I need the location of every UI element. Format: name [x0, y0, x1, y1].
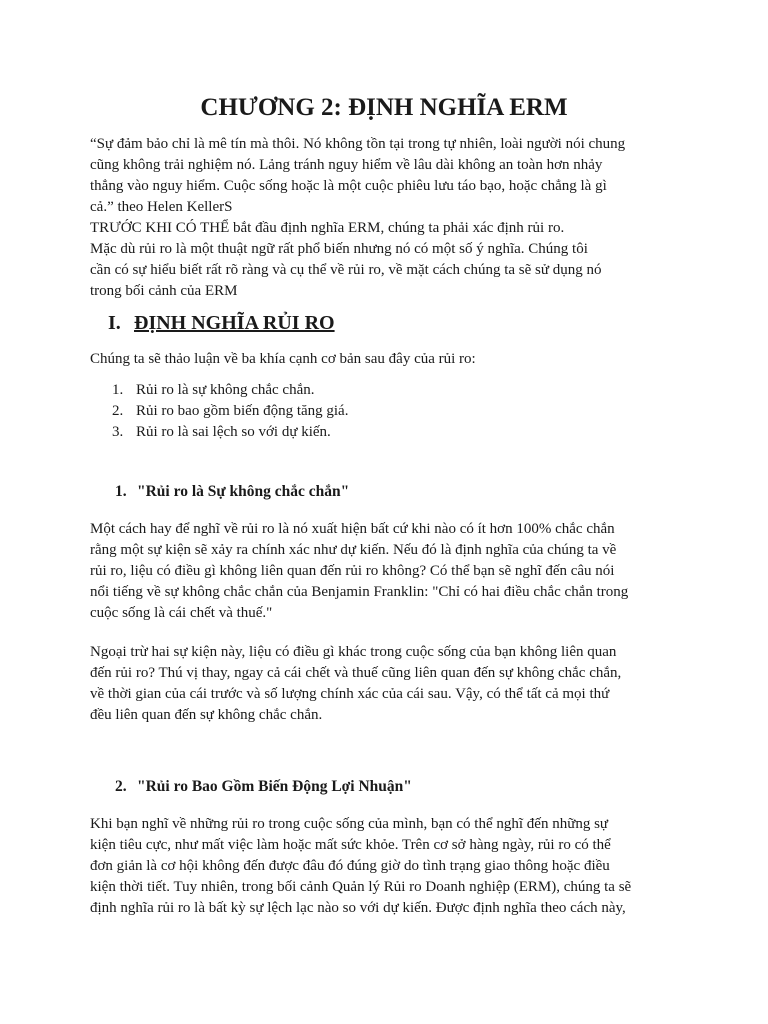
text-line: TRƯỚC KHI CÓ THỂ bắt đầu định nghĩa ERM, chúng ta phải xác định rủi ro.: [90, 220, 565, 236]
list-item: 2. Rủi ro bao gồm biến động tăng giá.: [112, 403, 349, 419]
text-line: cuộc sống là cái chết và thuế.": [90, 605, 273, 621]
subsection-heading: [115, 778, 412, 796]
subsection-heading-text: "Rủi ro Bao Gồm Biến Động Lợi Nhuận": [137, 778, 412, 795]
text-line: Khi bạn nghĩ về những rủi ro trong cuộc sống của mình, bạn có thể nghĩ đến những sự: [90, 816, 609, 832]
text-line: cũng không trải nghiệm nó. Lảng tránh nguy hiểm về lâu dài không an toàn hơn nhảy: [90, 157, 603, 173]
text-line: kiện tiêu cực, như mất việc làm hoặc mất sức khỏe. Trên cơ sở hàng ngày, rủi ro có thể: [90, 837, 611, 853]
text-line: “Sự đảm bảo chỉ là mê tín mà thôi. Nó không tồn tại trong tự nhiên, loài người nói chung: [90, 136, 626, 152]
subsection-heading-text: "Rủi ro là Sự không chắc chắn": [137, 483, 350, 500]
text-line: Mặc dù rủi ro là một thuật ngữ rất phổ biến nhưng nó có một số ý nghĩa. Chúng tôi: [90, 241, 588, 257]
text-line: đến rủi ro? Thú vị thay, ngay cả cái chết và thuế cũng liên quan đến sự không chắc chắn,: [90, 665, 622, 681]
text-line: đơn giản là cơ hội không đến được đâu đó đúng giờ do tình trạng giao thông hoặc điều: [90, 858, 610, 874]
subsection-number: 1.: [115, 483, 127, 500]
section-heading: [108, 312, 335, 335]
body-paragraph: [90, 814, 686, 919]
text-line: về thời gian của cái trước và số lượng chính xác của cái sau. Vậy, có thể tất cả mọi thứ: [90, 686, 610, 702]
text-line: rằng một sự kiện sẽ xảy ra chính xác như dự kiến. Nếu đó là định nghĩa của chúng ta về: [90, 542, 617, 558]
chapter-title: CHƯƠNG 2: ĐỊNH NGHĨA ERM: [200, 94, 568, 121]
subsection-heading: [115, 483, 349, 501]
section-lead: Chúng ta sẽ thảo luận về ba khía cạnh cơ bản sau đây của rủi ro:: [90, 351, 476, 367]
list-item: 3. Rủi ro là sai lệch so với dự kiến.: [112, 424, 331, 440]
aspect-list: [112, 380, 348, 443]
text-line: nổi tiếng về sự không chắc chắn của Benjamin Franklin: "Chỉ có hai điều chắc chắn trong: [90, 584, 629, 600]
list-item: 1. Rủi ro là sự không chắc chắn.: [112, 382, 315, 398]
text-line: cần có sự hiểu biết rất rõ ràng và cụ thể về rủi ro, về mặt cách chúng ta sẽ sử dụng nó: [90, 262, 602, 278]
body-paragraph: [90, 642, 686, 726]
text-line: đều liên quan đến sự không chắc chắn.: [90, 707, 323, 723]
text-line: cả.” theo Helen KellerS: [90, 199, 233, 215]
body-paragraph: [90, 519, 686, 624]
text-line: Ngoại trừ hai sự kiện này, liệu có điều gì khác trong cuộc sống của bạn không liên quan: [90, 644, 617, 660]
text-line: Một cách hay để nghĩ về rủi ro là nó xuất hiện bất cứ khi nào có ít hơn 100% chắc chắn: [90, 521, 615, 537]
section-heading-text: ĐỊNH NGHĨA RỦI RO: [134, 312, 335, 334]
text-line: trong bối cảnh của ERM: [90, 283, 238, 299]
section-number: I.: [108, 312, 121, 334]
text-line: rủi ro, liệu có điều gì không liên quan đến rủi ro không? Có thể bạn sẽ nghĩ đến câu nói: [90, 563, 615, 579]
subsection-number: 2.: [115, 778, 127, 795]
intro-paragraph: [90, 134, 686, 302]
text-line: định nghĩa rủi ro là bất kỳ sự lệch lạc nào so với dự kiến. Được định nghĩa theo cách này,: [90, 900, 626, 916]
text-line: kiện thời tiết. Tuy nhiên, trong bối cảnh Quản lý Rủi ro Doanh nghiệp (ERM), chúng ta sẽ: [90, 879, 632, 895]
text-line: thẳng vào nguy hiểm. Cuộc sống hoặc là một cuộc phiêu lưu táo bạo, hoặc chẳng là gì: [90, 178, 607, 194]
